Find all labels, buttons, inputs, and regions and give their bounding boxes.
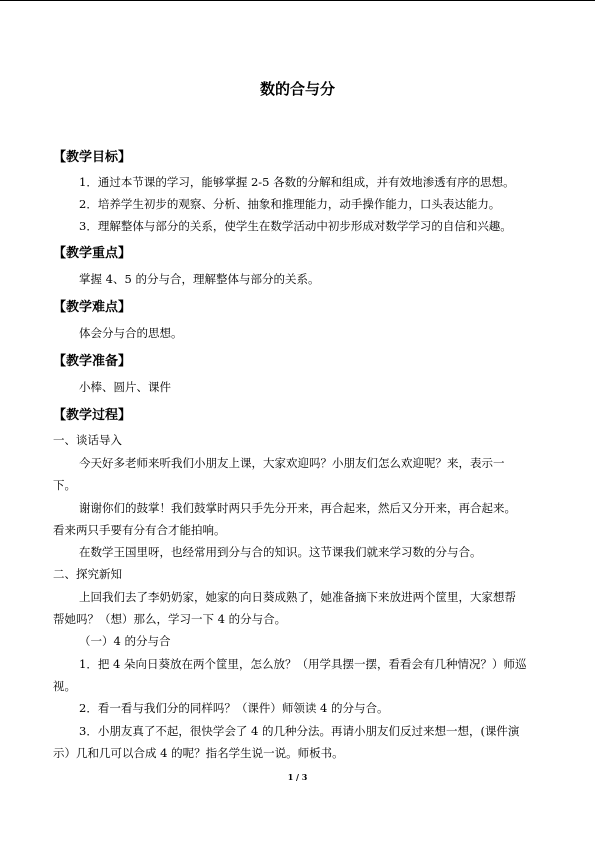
- process-line: 下。: [53, 478, 76, 492]
- preparation-text: 小棒、圆片、课件: [79, 380, 171, 394]
- process-line: 上回我们去了李奶奶家，她家的向日葵成熟了，她准备摘下来放进两个筐里，大家想帮: [79, 590, 516, 604]
- section-heading-process: 【教学过程】: [53, 408, 132, 423]
- key-points-text: 掌握 4、5 的分与合，理解整体与部分的关系。: [79, 272, 320, 286]
- process-line: 视。: [53, 679, 76, 693]
- goal-item-2: 2．培养学生初步的观察、分析、抽象和推理能力，动手操作能力，口头表达能力。: [79, 197, 501, 211]
- process-line: 二、探究新知: [53, 567, 122, 581]
- goal-item-3: 3．理解整体与部分的关系，使学生在数学活动中初步形成对数学学习的自信和兴趣。: [79, 219, 512, 233]
- process-line: 看来两只手要有分有合才能拍响。: [53, 523, 226, 537]
- page-number: 1 / 3: [287, 772, 308, 782]
- process-line: 帮她吗？（想）那么，学习一下 4 的分与合。: [53, 612, 287, 626]
- section-heading-preparation: 【教学准备】: [53, 354, 132, 369]
- section-heading-key-points: 【教学重点】: [53, 246, 132, 261]
- document-title: 数的合与分: [259, 80, 335, 98]
- section-heading-goals: 【教学目标】: [53, 150, 132, 165]
- process-line: 3．小朋友真了不起，很快学会了 4 的几种分法。再请小朋友们反过来想一想，(课件演: [79, 724, 520, 738]
- process-line: 2．看一看与我们分的同样吗？（课件）师领读 4 的分与合。: [79, 701, 389, 715]
- process-line: 示）几和几可以合成 4 的呢？指名学生说一说。师板书。: [53, 746, 344, 760]
- goal-item-1: 1．通过本节课的学习，能够掌握 2-5 各数的分解和组成，并有效地渗透有序的思想。: [79, 175, 515, 189]
- process-line: 1．把 4 朵向日葵放在两个筐里，怎么放？（用学具摆一摆，看看会有几种情况？）师巡: [79, 657, 527, 671]
- process-line: 谢谢你们的鼓掌！我们鼓掌时两只手先分开来，再合起来，然后又分开来，再合起来。: [79, 501, 516, 515]
- difficulties-text: 体会分与合的思想。: [79, 326, 183, 340]
- process-line: 今天好多老师来听我们小朋友上课，大家欢迎吗？小朋友们怎么欢迎呢？来，表示一: [79, 456, 505, 470]
- section-heading-difficulties: 【教学难点】: [53, 300, 132, 315]
- process-line: （一）4 的分与合: [79, 634, 171, 648]
- process-line: 在数学王国里呀，也经常用到分与合的知识。这节课我们就来学习数的分与合。: [79, 545, 482, 559]
- process-line: 一、谈话导入: [53, 433, 122, 447]
